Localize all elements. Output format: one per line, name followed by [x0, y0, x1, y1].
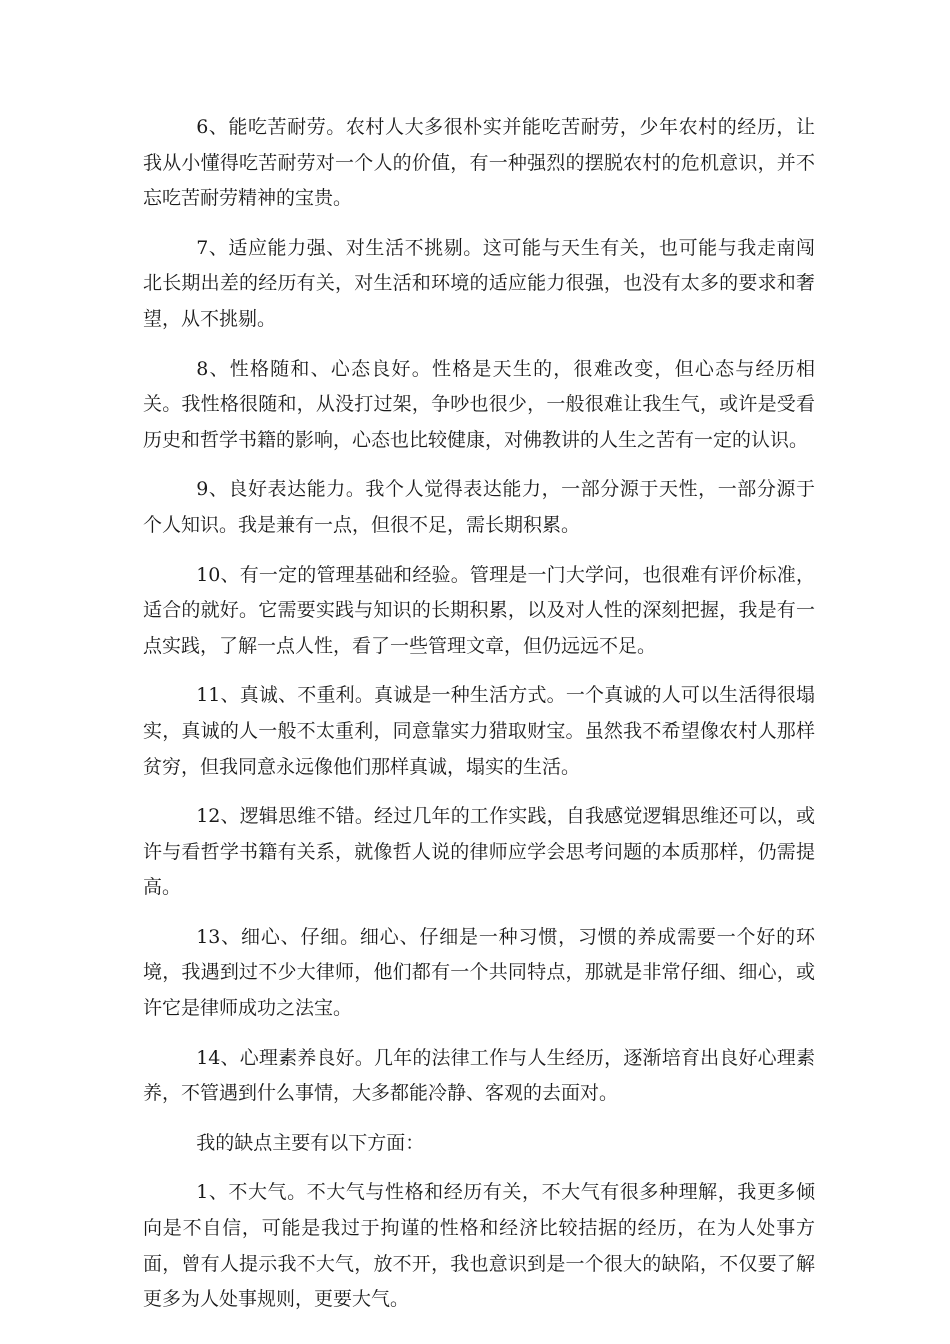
- paragraph-strength-10: 10、有一定的管理基础和经验。管理是一门大学问，也很难有评价标准，适合的就好。它需要实践与知识的长期积累，以及对人性的深刻把握，我是有一点实践，了解一点人性，看了一些管理文章，但仍远远不足。: [143, 563, 815, 657]
- paragraph-strength-7: 7、适应能力强、对生活不挑剔。这可能与天生有关，也可能与我走南闯北长期出差的经历有关，对生活和环境的适应能力很强，也没有太多的要求和奢望，从不挑剔。: [143, 236, 815, 330]
- paragraph-strength-14: 14、心理素养良好。几年的法律工作与人生经历，逐渐培育出良好心理素养，不管遇到什么事情，大多都能冷静、客观的去面对。: [143, 1046, 815, 1105]
- paragraph-strength-9: 9、良好表达能力。我个人觉得表达能力，一部分源于天性，一部分源于个人知识。我是兼有一点，但很不足，需长期积累。: [143, 478, 815, 536]
- paragraph-strength-6: 6、能吃苦耐劳。农村人大多很朴实并能吃苦耐劳，少年农村的经历，让我从小懂得吃苦耐劳对一个人的价值，有一种强烈的摆脱农村的危机意识，并不忘吃苦耐劳精神的宝贵。: [143, 116, 815, 210]
- paragraph-weaknesses-heading: 我的缺点主要有以下方面：: [196, 1131, 425, 1154]
- paragraph-strength-11: 11、真诚、不重利。真诚是一种生活方式。一个真诚的人可以生活得很塌实，真诚的人一般不太重利，同意靠实力猎取财宝。虽然我不希望像农村人那样贫穷，但我同意永远像他们那样真诚，塌实的生活。: [143, 684, 815, 778]
- paragraph-weakness-1: 1、不大气。不大气与性格和经历有关，不大气有很多种理解，我更多倾向是不自信，可能是我过于拘谨的性格和经济比较拮据的经历，在为人处事方面，曾有人提示我不大气，放不开，我也意识到是一个很大的缺陷，不仅要了解更多为人处事规则，更要大气。: [143, 1181, 815, 1311]
- paragraph-strength-13: 13、细心、仔细。细心、仔细是一种习惯，习惯的养成需要一个好的环境，我遇到过不少大律师，他们都有一个共同特点，那就是非常仔细、细心，或许它是律师成功之法宝。: [143, 925, 815, 1020]
- document-body: [143, 110, 815, 1332]
- paragraph-strength-8: 8、性格随和、心态良好。性格是天生的，很难改变，但心态与经历相关。我性格很随和，从没打过架，争吵也很少，一般很难让我生气，或许是受看历史和哲学书籍的影响，心态也比较健康，对佛教讲的人生之苦有一定的认识。: [143, 357, 815, 451]
- paragraph-strength-12: 12、逻辑思维不错。经过几年的工作实践，自我感觉逻辑思维还可以，或许与看哲学书籍有关系，就像哲人说的律师应学会思考问题的本质那样，仍需提高。: [143, 805, 815, 899]
